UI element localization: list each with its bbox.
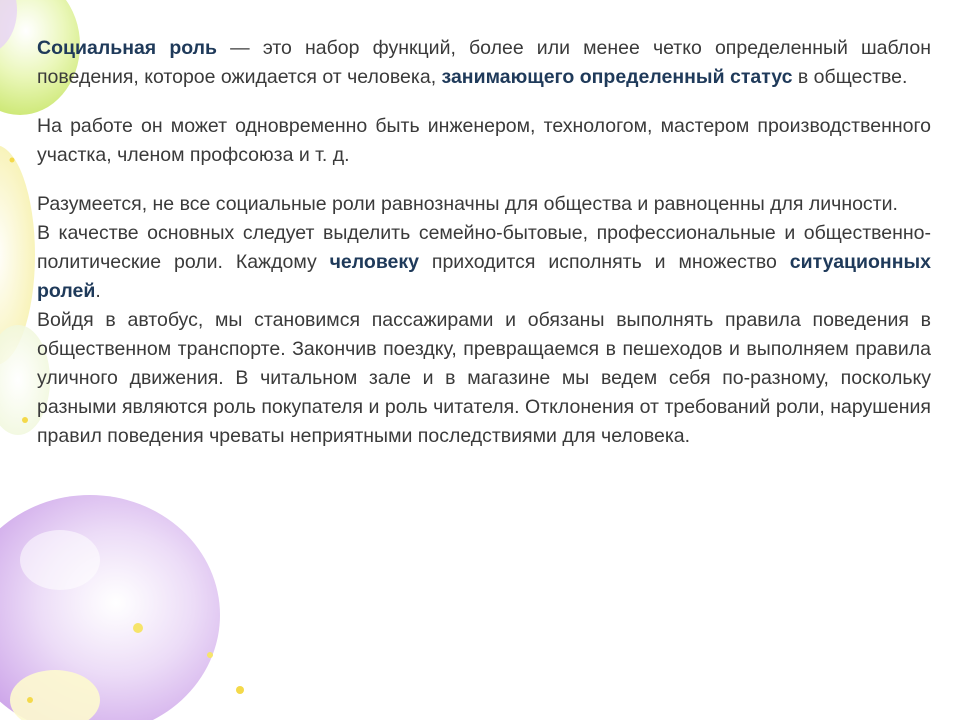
bus-example-paragraph: Войдя в автобус, мы становимся пассажирами и обязаны выполнять правила поведения в общественном транспорте. Закончив поездку, превращаемся в пешеходов и выполняем правила уличного движения. В читальном зале и в магазине мы ведем себя по-разному, поскольку разными являются роль покупателя и роль читателя. Отклонения от требований роли, нарушения правил поведения чреваты неприятными последствиями для человека. xyxy=(37,309,931,447)
definition-text: — это набор функций, более или менее четко определенный шаблон поведения, которое ожидается от человека, xyxy=(37,37,931,88)
work-example-paragraph: На работе он может одновременно быть инженером, технологом, мастером производственного участка, членом профсоюза и т. д. xyxy=(37,115,931,166)
main-roles-paragraph xyxy=(37,219,931,306)
main-roles-text-2: приходится исполнять и множество xyxy=(419,251,790,273)
person-emphasis: человеку xyxy=(329,251,419,273)
status-emphasis: занимающего определенный статус xyxy=(441,66,793,88)
definition-end-text: в обществе. xyxy=(792,66,908,88)
main-roles-text: В качестве основных следует выделить семейно-бытовые, профессиональные и общественно-политические роли. Каждому xyxy=(37,222,931,273)
balloon-highlight xyxy=(20,530,100,590)
slide-text-block xyxy=(37,34,931,451)
main-roles-end: . xyxy=(95,280,101,302)
definition-paragraph xyxy=(37,34,931,92)
situational-roles-emphasis: ситуационных ролей xyxy=(37,251,931,302)
term-social-role: Социальная роль xyxy=(37,37,218,59)
roles-importance-paragraph: Разумеется, не все социальные роли равнозначны для общества и равноценны для личности. xyxy=(37,193,898,215)
